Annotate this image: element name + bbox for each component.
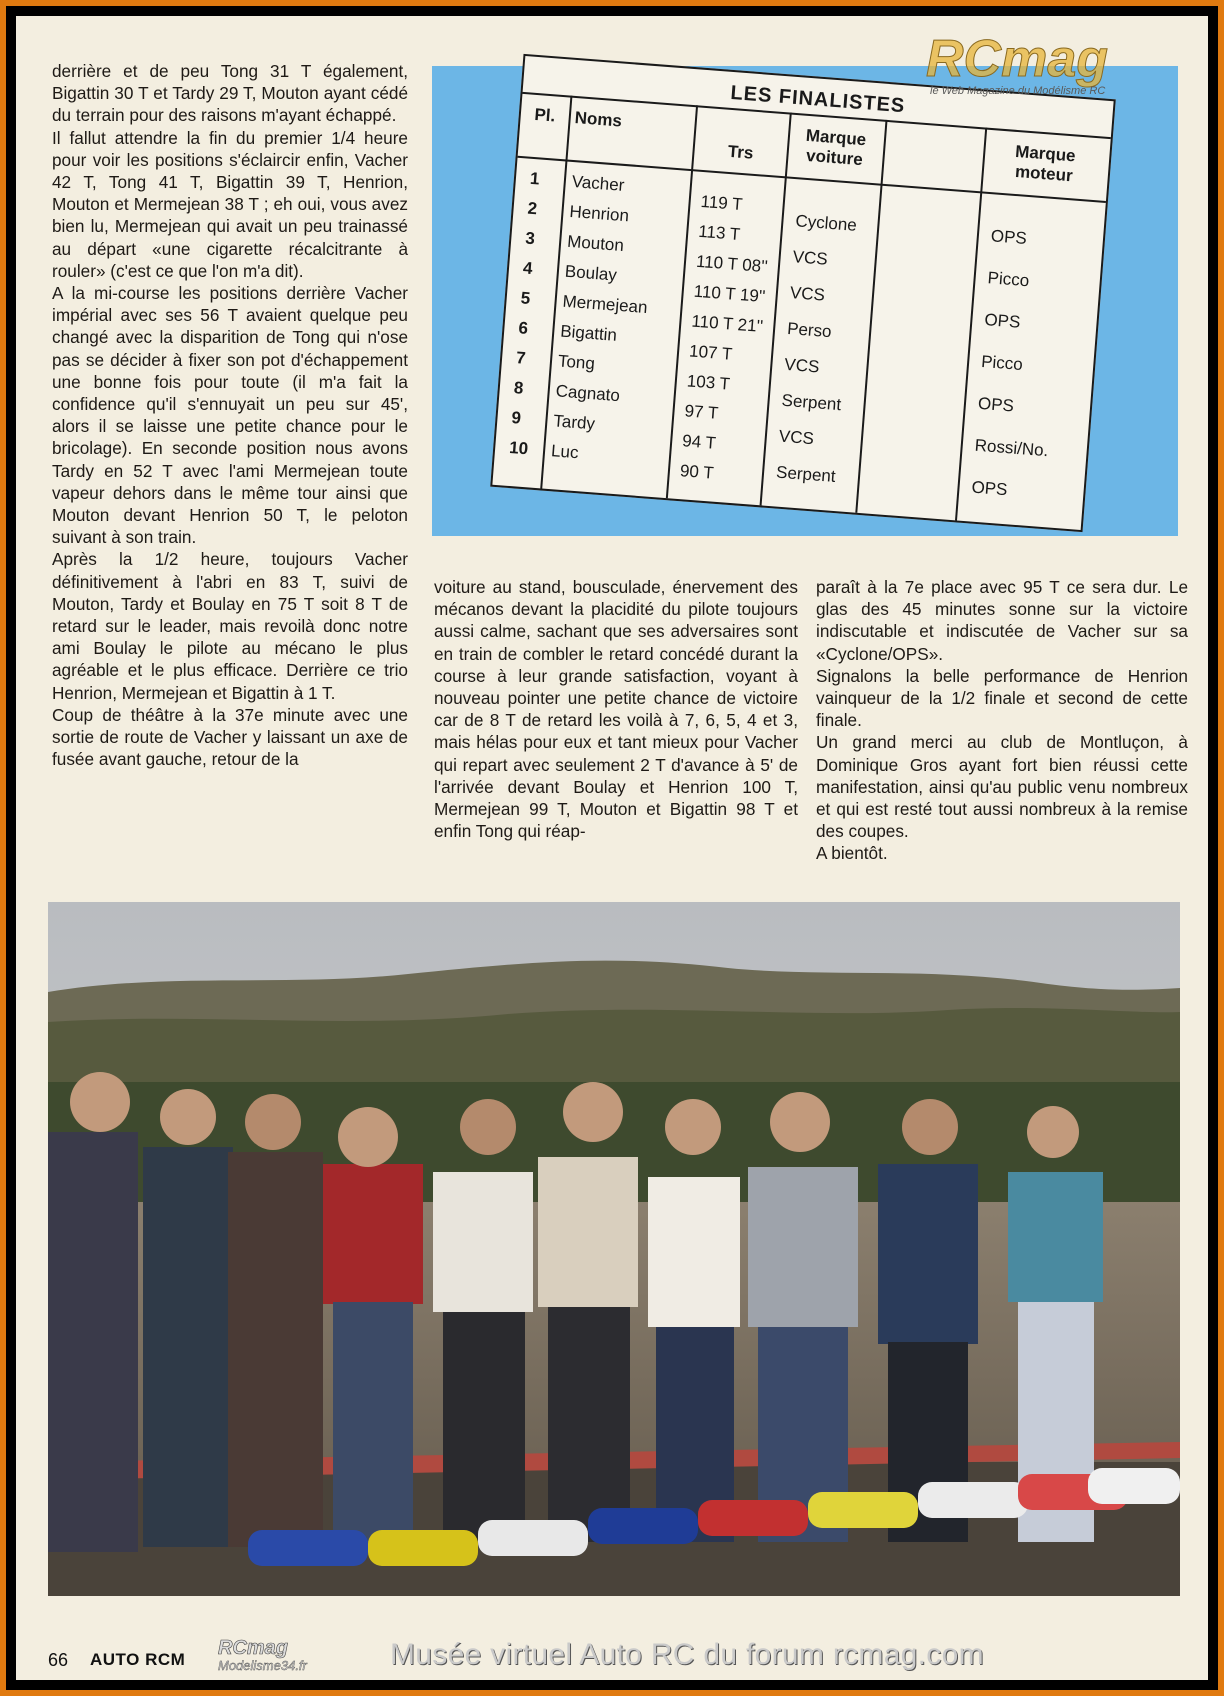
table-cell-engine: OPS	[990, 226, 1028, 248]
table-cell-laps: 94 T	[681, 431, 717, 453]
magazine-name: AUTO RCM	[90, 1650, 186, 1669]
table-cell-car: VCS	[783, 354, 821, 377]
article-paragraph: Un grand merci au club de Montluçon, à Dominique Gros ayant fort bien réussi cette manifestation, ainsi qu'au public venu nombreux et qui est resté tout aussi nombreux à la remise des coupes.	[816, 732, 1188, 842]
article-paragraph: paraît à la 7e place avec 95 T ce sera dur. Le glas des 45 minutes sonne sur la victoire indiscutable et indiscutée de Vacher sur sa «Cyclone/OPS».	[816, 577, 1188, 664]
article-paragraph: A la mi-course les positions derrière Vacher impérial avec ses 56 T avaient quelque peu changé avec la disparition de Tong qui n'ose pas se décider à fixer son pot d'échappement une bonne fois pour toute (il m'a fait la confidence qu'il s'ennuyait un peu sur 45', alors il se laisse une petite chance pour le bricolage). En seconde position nous avons Tardy en 52 T avec l'ami Mermejean toute vapeur dehors dans le même tour ainsi que Mouton devant Henrion 50 T, le peloton suivant à son train.	[52, 283, 408, 548]
article-paragraph: A bientôt.	[816, 843, 888, 864]
table-cell-laps: 119 T	[699, 191, 744, 215]
table-cell-laps: 107 T	[688, 341, 733, 364]
article-paragraph: Il fallut attendre la fin du premier 1/4 heure pour voir les positions s'éclaircir enfin, Vacher 42 T, Tong 41 T, Bigattin 39 T, Henrion, Mouton et Mermejean 38 T ; eh oui, vous avez bien lu, Mermejean qui avait un peu trainassé au départ «une cigarette récalcitrante à rouler» (c'est ce que l'on m'a dit).	[52, 127, 408, 281]
table-cell-name: Cagnato	[555, 381, 621, 406]
top-logo-text: RCmag	[926, 30, 1109, 88]
article-paragraph: Coup de théâtre à la 37e minute avec une sortie de route de Vacher y laissant un axe de fusée avant gauche, retour de la	[52, 704, 408, 770]
table-divider	[955, 127, 987, 520]
table-cell-place: 2	[526, 198, 538, 219]
article-paragraph: Signalons la belle performance de Henrion vainqueur de la 1/2 finale et second de cette finale.	[816, 665, 1188, 731]
table-cell-car: VCS	[792, 247, 829, 269]
table-cell-laps: 103 T	[686, 371, 731, 394]
table-cell-engine: OPS	[970, 477, 1009, 500]
table-cell-name: Vacher	[571, 171, 626, 195]
table-cell-car: VCS	[778, 426, 815, 449]
table-cell-place: 3	[524, 228, 536, 249]
table-cell-name: Luc	[550, 441, 580, 463]
table-cell-laps: 97 T	[683, 401, 719, 423]
header-voiture: Marque voiture	[805, 125, 867, 170]
table-cell-laps: 90 T	[679, 461, 715, 483]
table-cell-place: 8	[513, 378, 525, 398]
table-cell-name: Henrion	[568, 201, 630, 226]
article-paragraph: derrière et de peu Tong 31 T également, Bigattin 30 T et Tardy 29 T, Mouton ayant cédé du terrain pour des raisons m'ayant échappé.	[52, 61, 408, 126]
article-column-1	[52, 60, 408, 771]
rcmag-logo-icon	[916, 30, 1206, 100]
table-cell-laps: 113 T	[697, 221, 741, 244]
magazine-page	[16, 16, 1208, 1680]
page-frame	[6, 6, 1218, 1690]
rcmag-footer-logo-icon	[216, 1634, 366, 1674]
table-title: LES FINALISTES	[729, 81, 907, 118]
table-cell-name: Tong	[557, 351, 596, 374]
table-cell-place: 7	[515, 348, 527, 368]
table-divider	[855, 120, 887, 513]
article-column-2	[434, 576, 798, 842]
article-paragraph: Après la 1/2 heure, toujours Vacher définitivement à l'abri en 83 T, suivi de Mouton, Tardy et Boulay en 75 T soit 8 T de retard sur le leader, mais revoilà donc notre ami Boulay le pilote au mécano le plus agréable et le plus efficace. Derrière ce trio Henrion, Mermejean et Bigattin à 1 T.	[52, 549, 408, 703]
table-cell-car: VCS	[789, 283, 826, 305]
footer-logo-subtext: Modelisme34.fr	[218, 1658, 307, 1673]
table-cell-car: Cyclone	[794, 211, 858, 235]
page-number: 66	[48, 1650, 69, 1670]
article-column-3	[816, 576, 1188, 865]
table-cell-car: Perso	[786, 318, 833, 342]
table-cell-engine: OPS	[977, 393, 1015, 416]
top-logo-tagline: le Web Magazine du Modélisme RC	[930, 85, 1106, 97]
table-cell-engine: Rossi/No.	[974, 435, 1050, 461]
table-cell-car: Serpent	[780, 390, 842, 415]
header-trs: Trs	[727, 141, 755, 163]
table-cell-car: Serpent	[775, 462, 837, 487]
table-cell-engine: OPS	[983, 310, 1022, 332]
article-paragraph: voiture au stand, bousculade, énervement des mécanos devant la placidité du pilote toujours aussi calme, sachant que ses adversaires sont en train de combler le retard concédé durant la course à leur grande satisfaction, voyant à nouveau pointer une petite chance de victoire car de 8 T de retard les voilà à 7, 6, 5, 4 et 3, mais hélas pour eux et tant mieux pour Vacher qui repart avec seulement 2 T d'avance à 5' de l'arrivée devant Boulay et Henrion 100 T, Mermejean 99 T, Mouton et Bigattin 98 T et enfin Tong qui réap-	[434, 577, 798, 842]
header-moteur: Marque moteur	[1014, 141, 1077, 186]
table-cell-name: Tardy	[552, 411, 596, 434]
table-cell-name: Boulay	[564, 261, 618, 285]
header-noms: Noms	[574, 108, 623, 131]
finalists-table	[490, 54, 1116, 532]
table-cell-engine: Picco	[986, 268, 1030, 291]
table-cell-engine: Picco	[980, 351, 1024, 375]
table-cell-place: 5	[520, 288, 531, 309]
table-cell-name: Bigattin	[559, 321, 618, 345]
table-cell-place: 9	[510, 408, 522, 428]
table-cell-name: Mermejean	[561, 291, 649, 318]
table-cell-place: 4	[522, 258, 534, 279]
table-cell-laps: 110 T 08''	[695, 251, 769, 277]
footer-logo-text: RCmag	[218, 1637, 289, 1659]
table-cell-laps: 110 T 19''	[693, 281, 767, 307]
table-cell-place: 1	[529, 168, 541, 189]
table-cell-place: 10	[508, 437, 529, 459]
pilots-group-photo	[48, 902, 1180, 1596]
table-cell-place: 6	[517, 318, 529, 338]
header-pl: Pl.	[533, 104, 556, 126]
watermark-text: Musée virtuel Auto RC du forum rcmag.com	[390, 1638, 984, 1671]
table-cell-laps: 110 T 21''	[690, 311, 764, 337]
table-cell-name: Mouton	[566, 231, 625, 256]
